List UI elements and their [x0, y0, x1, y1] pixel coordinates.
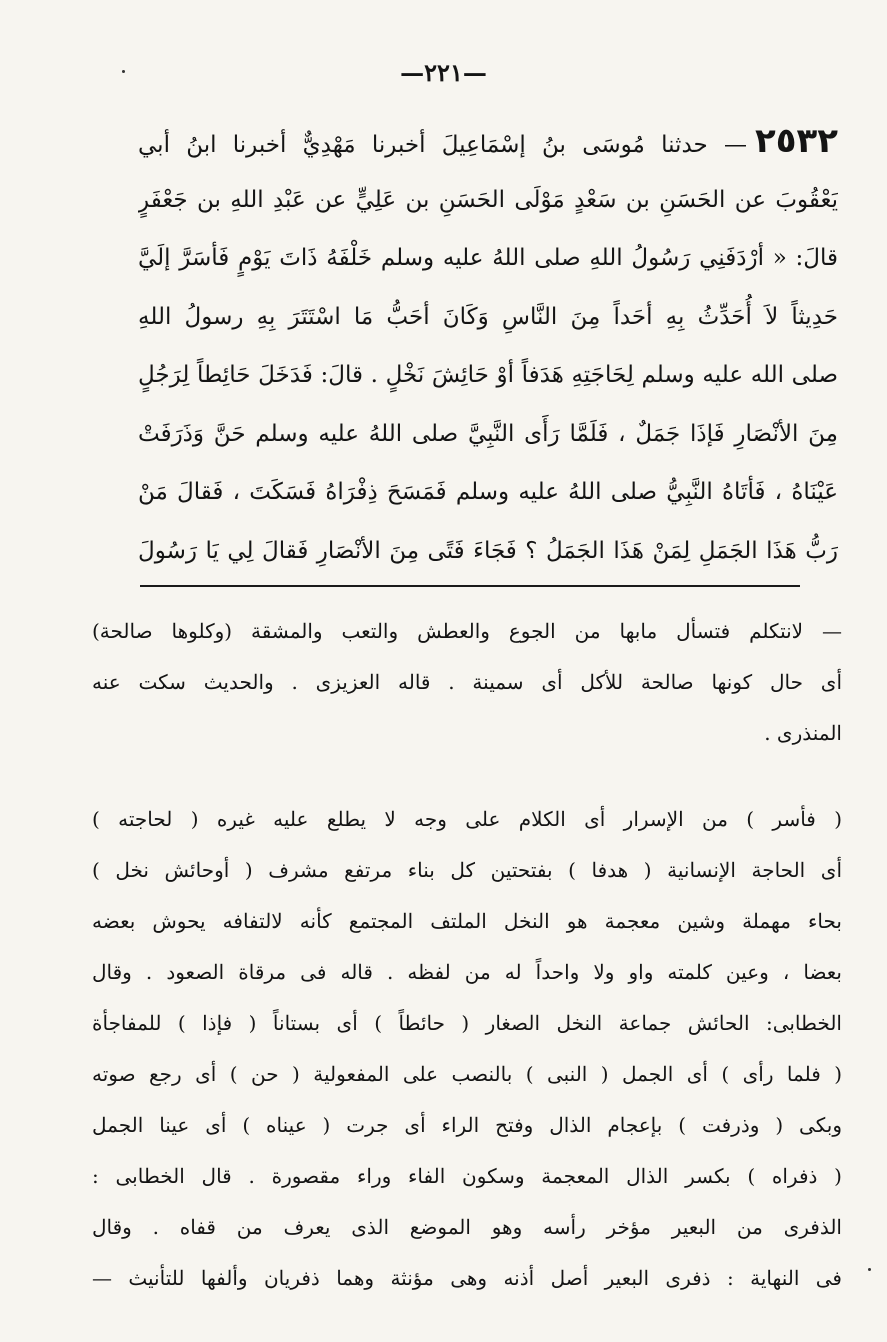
commentary-line: — لانتكلم فتسأل مابها من الجوع والعطش والتعب والمشقة (وكلوها صالحة)	[92, 619, 842, 643]
page-number: —٢٢١—	[400, 58, 487, 87]
commentary-line: أى الحاجة الإنسانية ( هدفا ) بفتحتين كل بناء مرتفع مشرف ( أوحائش نخل )	[92, 858, 842, 882]
hadith-number: ٢٥٣٢	[754, 121, 838, 161]
commentary-line: المنذرى .	[764, 721, 842, 745]
commentary-line: الخطابى: الحائش جماعة النخل الصغار ( حائطاً ) أى بستاناً ( فإذا ) للمفاجأة	[92, 1011, 842, 1035]
commentary-line: ( ذفراه ) بكسر الذال المعجمة وسكون الفاء وراء مقصورة . قال الخطابى :	[92, 1164, 842, 1188]
commentary-text	[92, 606, 842, 1304]
commentary-line: بحاء مهملة وشين معجمة هو النخل الملتف المجتمع كأنه لالتفافه يحوش بعضه	[92, 909, 842, 933]
commentary-line: ( فلما رأى ) أى الجمل ( النبى ) بالنصب على المفعولية ( حن ) أى رجع صوته	[92, 1062, 842, 1086]
commentary-line: وبكى ( وذرفت ) بإعجام الذال وفتح الراء أى جرت ( عيناه ) أى عينا الجمل	[92, 1113, 842, 1137]
print-speck	[868, 1268, 871, 1271]
hadith-line-text: — حدثنا مُوسَى بنُ إسْمَاعِيلَ أخبرنا مَهْدِيٌّ أخبرنا ابنُ أبي	[138, 132, 747, 158]
hadith-line: رَبُّ هَذَا الجَمَلِ لِمَنْ هَذَا الجَمَلُ ؟ فَجَاءَ فَتًى مِنَ الأنْصَارِ فَقالَ لِي يَا رَسُولَ	[138, 537, 838, 564]
hadith-text	[138, 112, 838, 580]
hadith-line: حَدِيثاً لاَ أُحَدِّثُ بِهِ أحَداً مِنَ النَّاسِ وَكَانَ أحَبُّ مَا اسْتَتَرَ بِهِ رسولُ اللهِ	[138, 303, 838, 330]
print-speck	[122, 70, 125, 73]
hadith-line: صلى الله عليه وسلم لِحَاجَتِهِ هَدَفاً أوْ حَائِشَ نَخْلٍ . قالَ: فَدَخَلَ حَائِطاً لِرَجُلٍ	[138, 362, 838, 388]
hadith-line	[138, 112, 838, 171]
hadith-line: يَعْقُوبَ عن الحَسَنِ بن سَعْدٍ مَوْلَى الحَسَنِ بن عَلِيٍّ عن عَبْدِ اللهِ بن جَعْفَرٍ	[138, 186, 838, 213]
paragraph-gap	[92, 759, 842, 794]
hadith-line: قالَ: « أرْدَفَنِي رَسُولُ اللهِ صلى اللهُ عليه وسلم خَلْفَهُ ذَاتَ يَوْمٍ فَأسَرَّ إلَيَّ	[138, 245, 838, 271]
hadith-line: عَيْنَاهُ ، فَأتَاهُ النَّبِيُّ صلى اللهُ عليه وسلم فَمَسَحَ ذِفْرَاهُ فَسَكَتَ ، فَقالَ مَنْ	[138, 479, 838, 505]
commentary-line: ( فأسر ) من الإسرار أى الكلام على وجه لا يطلع عليه غيره ( لحاجته )	[92, 807, 842, 831]
hadith-line: مِنَ الأنْصَارِ فَإذَا جَمَلٌ ، فَلَمَّا رَأَى النَّبِيَّ صلى اللهُ عليه وسلم حَنَّ وَذَرَفَتْ	[138, 420, 838, 447]
footnote-divider	[140, 585, 800, 587]
commentary-line: أى حال كونها صالحة للأكل أى سمينة . قاله العزيزى . والحديث سكت عنه	[92, 670, 842, 694]
commentary-line: بعضا ، وعين كلمته واو ولا واحداً له من لفظه . قاله فى مرقاة الصعود . وقال	[92, 960, 842, 984]
commentary-line: الذفرى من البعير مؤخر رأسه وهو الموضع الذى يعرف من قفاه . وقال	[92, 1215, 842, 1239]
commentary-line: فى النهاية : ذفرى البعير أصل أذنه وهى مؤنثة وهما ذفريان وألفها للتأنيث —	[92, 1266, 842, 1290]
